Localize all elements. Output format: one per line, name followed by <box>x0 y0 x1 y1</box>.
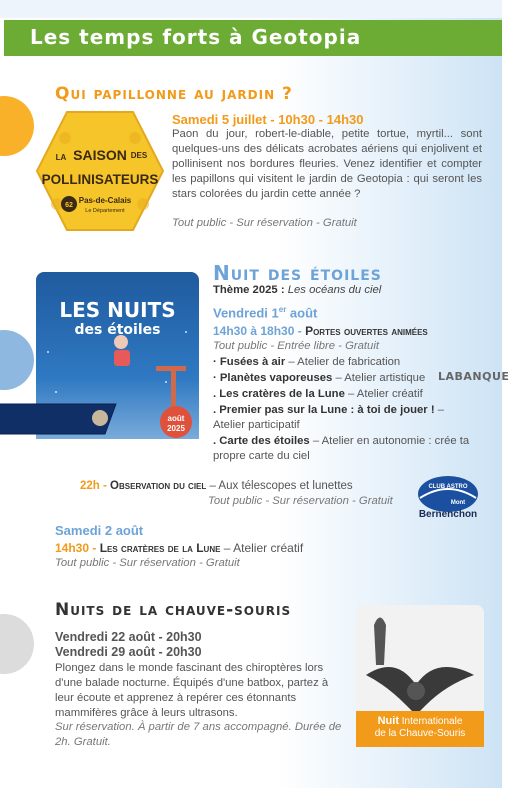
etoiles-slot: 14h30 à 18h30 - Portes ouvertes animées <box>213 324 428 338</box>
activity-item: · Fusées à air – Atelier de fabrication <box>213 356 401 368</box>
papillons-body: Paon du jour, robert-le-diable, petite tortue, myrtil... sont quelques-uns des délicats acrobates aériens qui enjolivent et pollinisent nos bordures fleuries. Venez identifier et compter les papillons qui visitent le jardin de Geotopia : qui seront les stars colorées du jardin cette année ? <box>172 128 482 200</box>
pollinisateurs-logo <box>35 108 165 234</box>
page-title: Les temps forts à Geotopia <box>30 25 362 49</box>
papillons-info: Tout public - Sur réservation - Gratuit <box>172 217 357 229</box>
activity-item: · Planètes vaporeuses – Atelier artistique <box>213 372 426 384</box>
activity-item: . Les cratères de la Lune – Atelier créatif <box>213 388 423 400</box>
bat-poster-caption: Nuit Internationale de la Chauve-Souris <box>374 715 466 739</box>
poster-subtitle: des étoiles <box>74 322 161 338</box>
activity-item: . Premier pas sur la Lune : à toi de jouer ! – Atelier participatif <box>213 404 445 431</box>
samedi2-slot: 14h30 - Les cratères de la Lune – Atelier créatif <box>55 541 304 555</box>
poster-logos-strip <box>36 439 199 465</box>
orange-circle-decoration <box>0 96 34 156</box>
logo-text-pollinisateurs: POLLINISATEURS <box>41 172 159 187</box>
etoiles-theme: Thème 2025 : Les océans du ciel <box>213 284 382 296</box>
chauves-body: Plongez dans le monde fascinant des chiroptères lors d'une balade nocturne. Équipés d'une batbox, partez à leur écoute et apprenez à repérer ces étonnants mammifères grâce à leurs ultrasons. <box>55 662 329 719</box>
chauve-souris-poster <box>356 605 484 747</box>
top-strip <box>0 0 502 18</box>
logo-text-pdc: Pas-de-Calais <box>78 196 132 205</box>
etoiles-slot-info: Tout public - Entrée libre - Gratuit <box>213 340 379 352</box>
logo-text-la: LA <box>55 153 67 162</box>
observation-info: Tout public - Sur réservation - Gratuit <box>208 495 393 507</box>
chauves-info: Sur réservation. À partir de 7 ans accompagné. Durée de 2h. Gratuit. <box>55 721 342 748</box>
nuits-etoiles-poster <box>36 272 199 465</box>
labanque-logo: LABANQUE <box>438 370 509 383</box>
club-text-3: Bernenchon <box>418 509 478 520</box>
poster-title: LES NUITS <box>59 298 176 322</box>
chauves-date-2: Vendredi 29 août - 20h30 <box>55 645 202 659</box>
samedi2-info: Tout public - Sur réservation - Gratuit <box>55 557 240 569</box>
logo-text-departement: Le Département <box>85 208 125 214</box>
poster-badge-aout: août <box>167 414 185 423</box>
section-title-etoiles: Nuit des étoiles <box>213 261 382 285</box>
logo-text-62: 62 <box>65 202 73 209</box>
club-astro-logo <box>414 474 482 520</box>
observation-line: 22h - Observation du ciel – Aux télescopes et lunettes <box>80 480 353 492</box>
logo-text-des: DES <box>130 151 148 160</box>
club-text-1: CLUB ASTRO <box>428 484 468 490</box>
club-text-2: Mont <box>450 500 466 506</box>
section-title-chauves: Nuits de la chauve-souris <box>55 600 292 620</box>
blue-circle-decoration <box>0 330 34 390</box>
logo-text-saison: SAISON <box>73 147 127 163</box>
chauves-date-1: Vendredi 22 août - 20h30 <box>55 630 202 644</box>
grey-circle-decoration <box>0 614 34 674</box>
activity-item: . Carte des étoiles – Atelier en autonomie : crée ta propre carte du ciel <box>213 435 470 462</box>
poster-badge-2025: 2025 <box>167 424 185 433</box>
papillons-date: Samedi 5 juillet - 10h30 - 14h30 <box>172 112 364 127</box>
samedi2-date: Samedi 2 août <box>55 523 144 538</box>
etoiles-date: Vendredi 1er août <box>213 305 318 321</box>
section-title-papillons: Qui papillonne au jardin ? <box>55 84 293 104</box>
